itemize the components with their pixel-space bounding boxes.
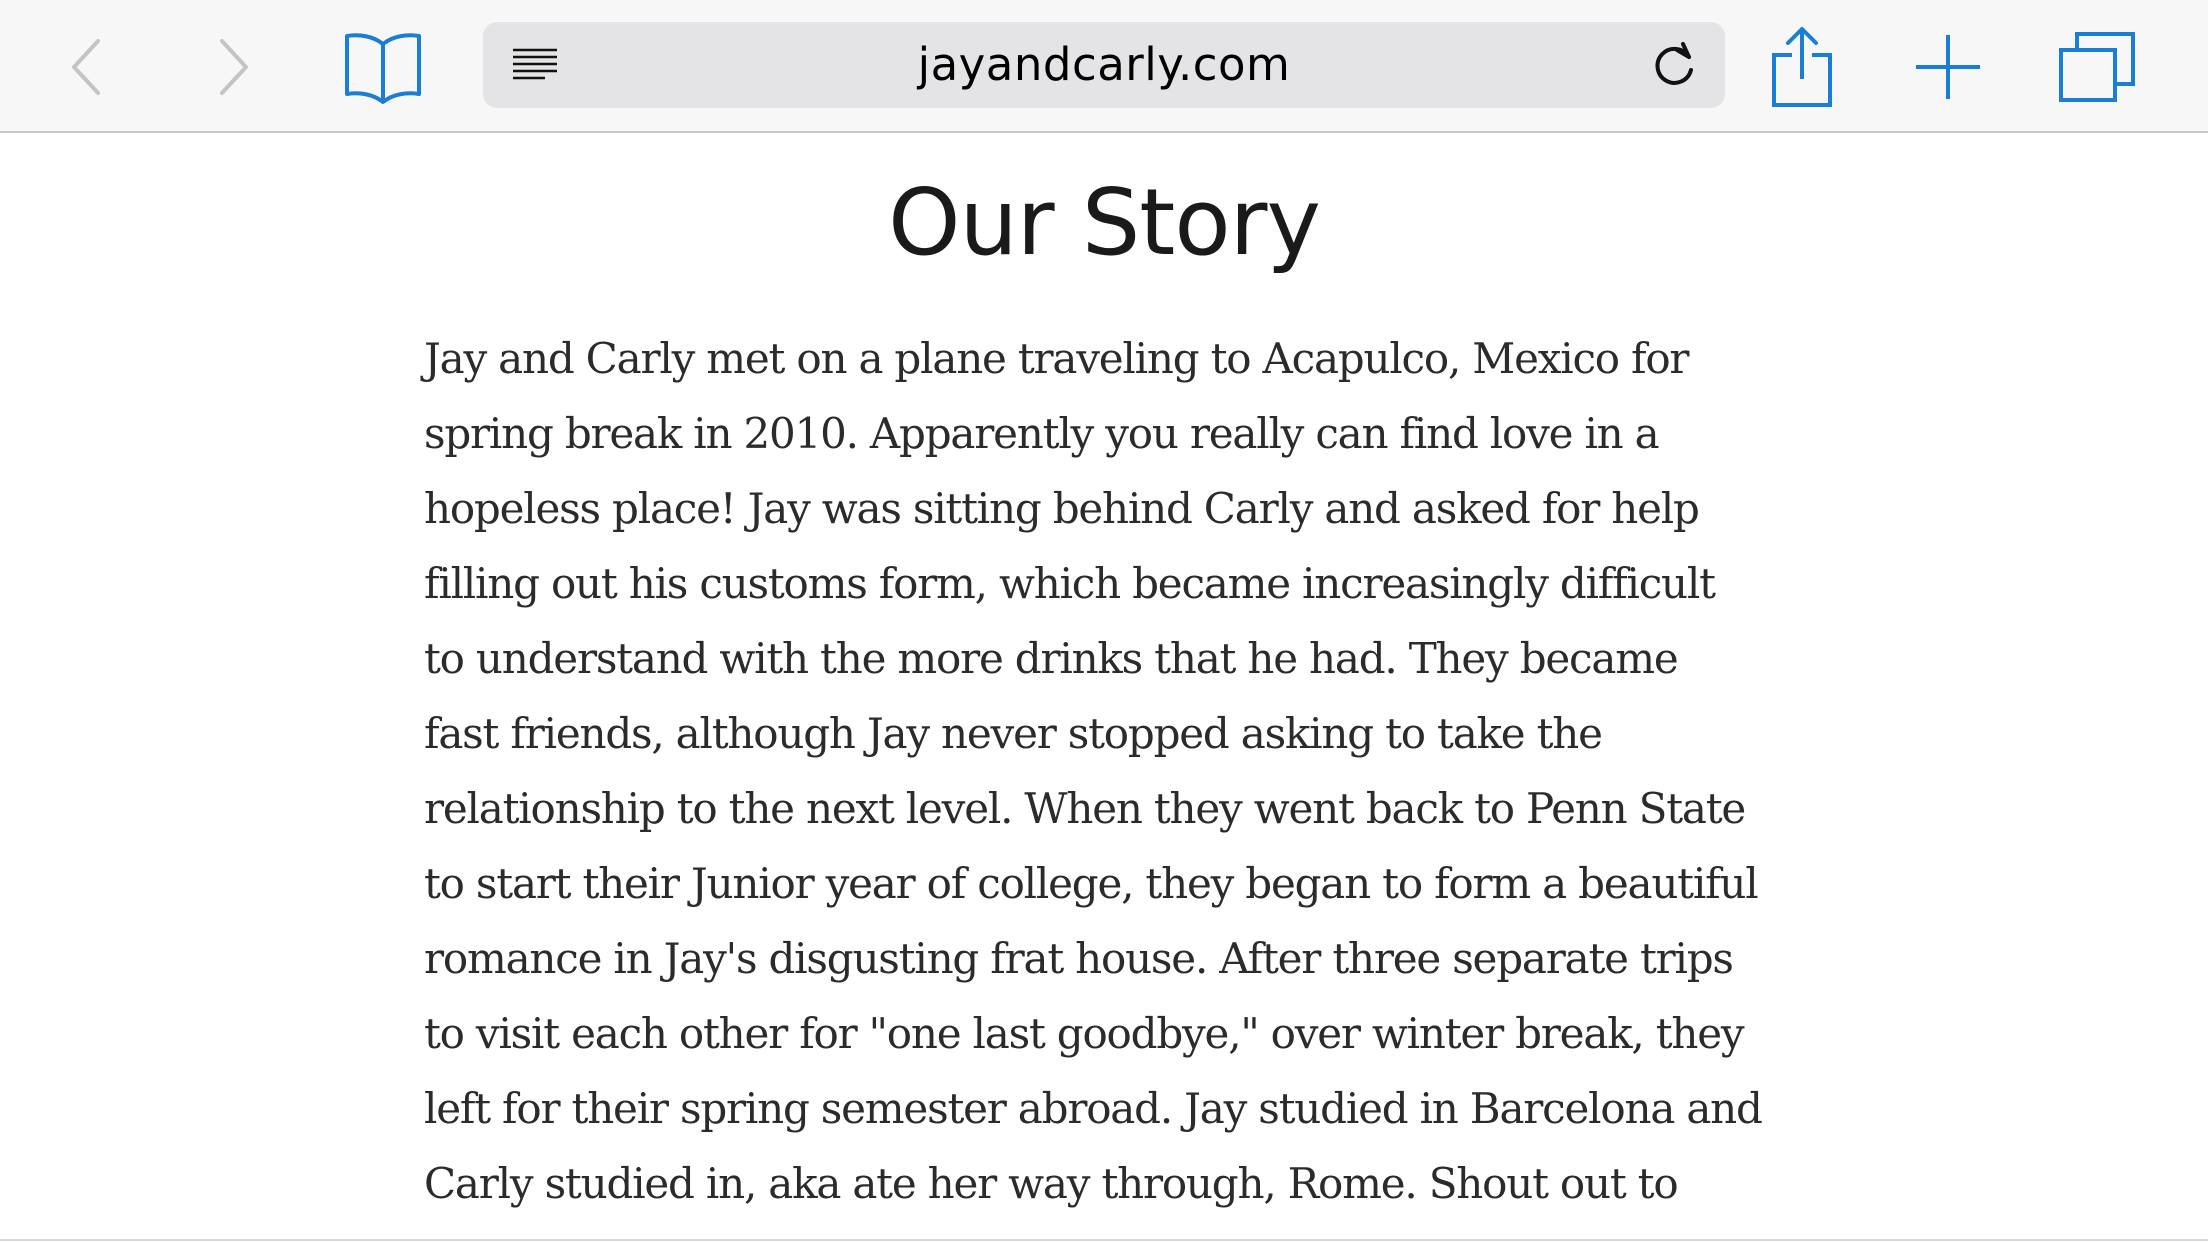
reload-icon — [1651, 40, 1697, 90]
story-text — [424, 321, 1804, 1221]
story-line: to visit each other for "one last goodbye," over winter break, they — [424, 1009, 1744, 1058]
story-line: to start their Junior year of college, they began to form a beautiful — [424, 859, 1758, 908]
story-line: hopeless place! Jay was sitting behind Carly and asked for help — [424, 484, 1699, 533]
tabs-icon — [2057, 30, 2137, 104]
plus-icon — [1914, 33, 1982, 101]
story-line: relationship to the next level. When they went back to Penn State — [424, 784, 1746, 833]
browser-toolbar — [0, 0, 2208, 133]
chevron-right-icon — [214, 37, 254, 97]
story-line: fast friends, although Jay never stopped asking to take the — [424, 709, 1602, 758]
bottom-divider — [0, 1239, 2208, 1241]
share-icon — [1770, 25, 1834, 109]
chevron-left-icon — [66, 37, 106, 97]
address-bar[interactable] — [483, 22, 1725, 108]
share-button[interactable] — [1760, 24, 1844, 110]
story-line: Jay and Carly met on a plane traveling to Acapulco, Mexico for — [424, 334, 1689, 383]
story-line: left for their spring semester abroad. Jay studied in Barcelona and — [424, 1084, 1762, 1133]
story-line: spring break in 2010. Apparently you really can find love in a — [424, 409, 1659, 458]
open-book-icon — [343, 30, 423, 104]
story-line: filling out his customs form, which became increasingly difficult — [424, 559, 1715, 608]
forward-button[interactable] — [204, 24, 264, 110]
story-line: to understand with the more drinks that he had. They became — [424, 634, 1678, 683]
back-button[interactable] — [56, 24, 116, 110]
page-content — [0, 135, 2208, 1241]
story-line: romance in Jay's disgusting frat house. After three separate trips — [424, 934, 1733, 983]
page-title: Our Story — [888, 169, 1320, 276]
bookmarks-button[interactable] — [338, 24, 428, 110]
story-line: Carly studied in, aka ate her way through, Rome. Shout out to — [424, 1159, 1678, 1208]
reload-button[interactable] — [1641, 22, 1707, 108]
url-text[interactable]: jayandcarly.com — [917, 38, 1291, 91]
tabs-button[interactable] — [2052, 24, 2142, 110]
new-tab-button[interactable] — [1906, 24, 1990, 110]
